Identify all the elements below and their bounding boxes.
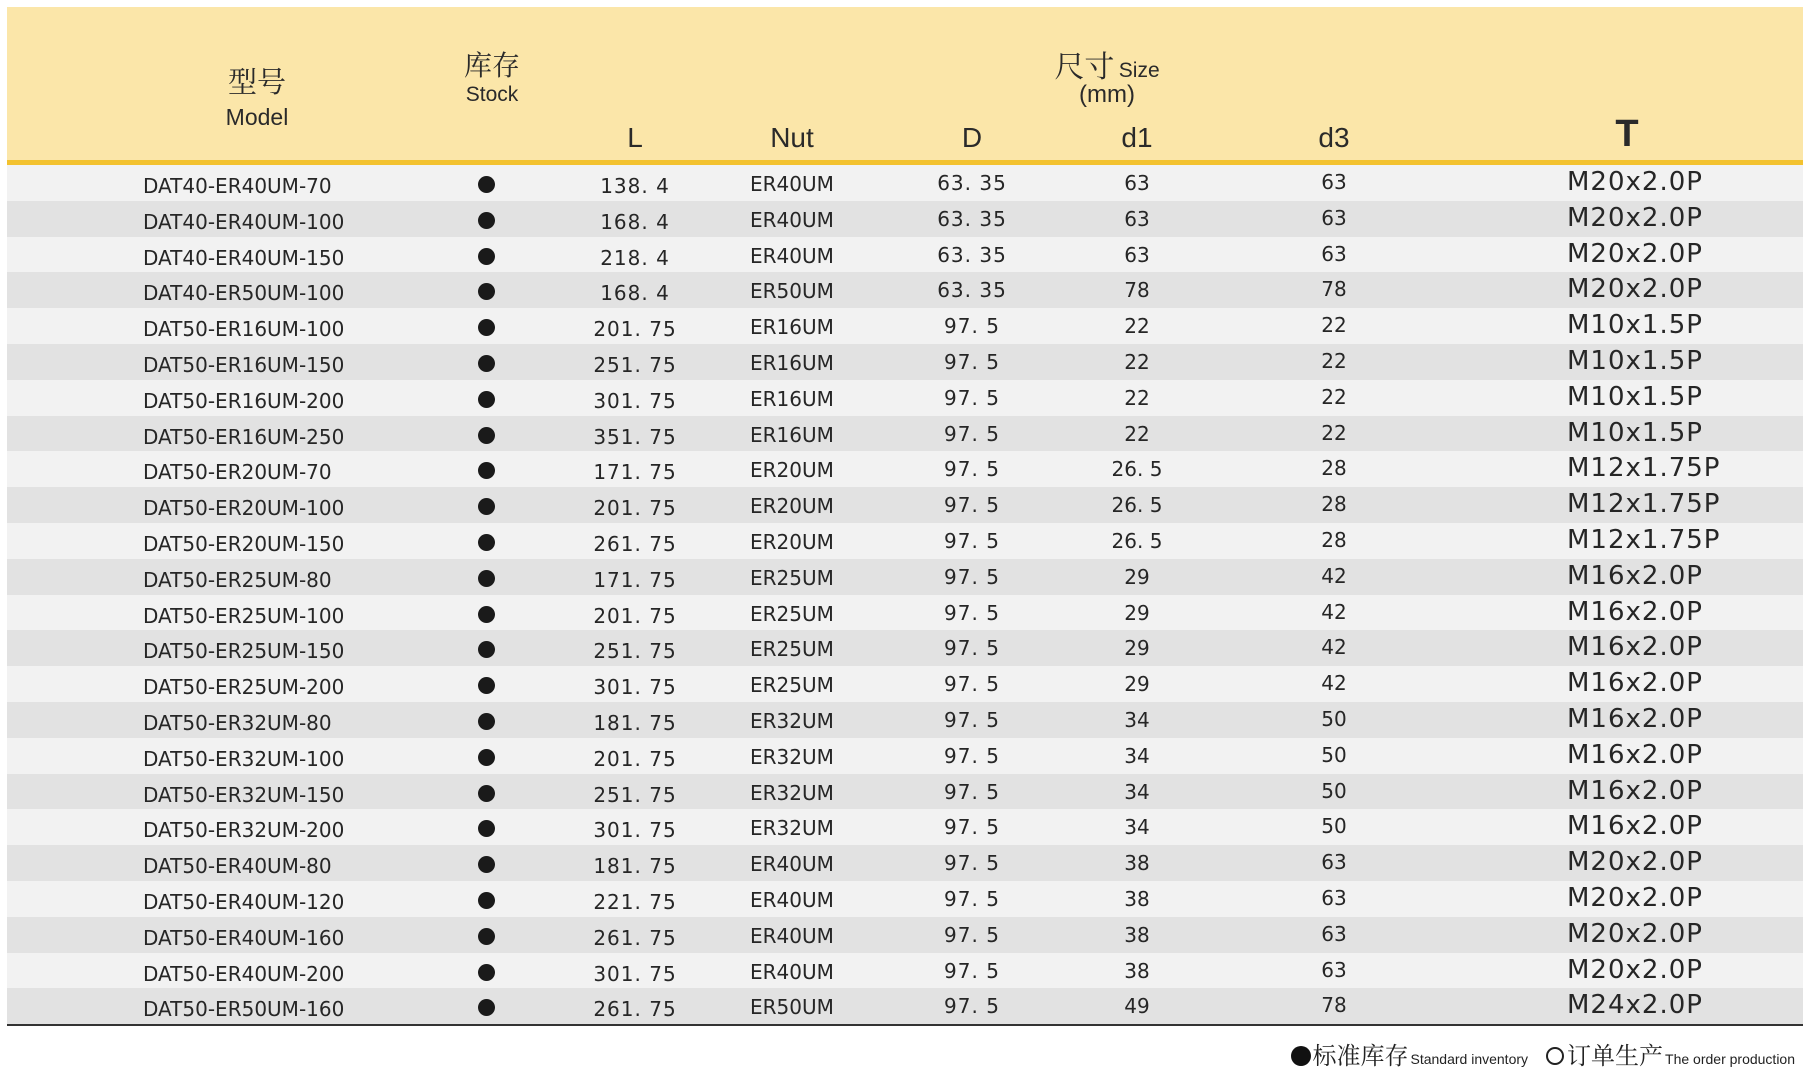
header-col-d3: d3 — [1318, 122, 1350, 153]
cell-d1: 34 — [1124, 707, 1150, 732]
cell-nut: ER50UM — [750, 279, 834, 304]
cell-d3: 63 — [1321, 921, 1347, 946]
cell-d: 97. 5 — [944, 994, 1000, 1019]
cell-l: 251. 75 — [593, 782, 677, 807]
cell-d: 97. 5 — [944, 457, 1000, 482]
legend-standard — [1291, 1036, 1529, 1071]
cell-d: 97. 5 — [944, 600, 1000, 625]
solid-dot-icon — [478, 820, 495, 837]
cell-d: 97. 5 — [944, 851, 1000, 876]
solid-dot-icon — [478, 176, 495, 193]
cell-l: 251. 75 — [593, 639, 677, 664]
cell-l: 261. 75 — [593, 997, 677, 1022]
cell-d1: 63 — [1124, 206, 1150, 231]
solid-dot-icon — [478, 749, 495, 766]
cell-d3: 22 — [1321, 313, 1347, 338]
cell-model: DAT50-ER16UM-250 — [143, 424, 345, 449]
cell-nut: ER25UM — [750, 565, 834, 590]
cell-d3: 22 — [1321, 420, 1347, 445]
cell-d1: 22 — [1124, 314, 1150, 339]
cell-t: M10x1.5P — [1567, 381, 1703, 412]
cell-d1: 49 — [1124, 994, 1150, 1019]
cell-d3: 63 — [1321, 241, 1347, 266]
cell-t: M20x2.0P — [1567, 882, 1703, 913]
solid-dot-icon — [478, 427, 495, 444]
table-row — [7, 702, 1803, 738]
solid-dot-icon — [478, 283, 495, 300]
solid-dot-icon — [478, 462, 495, 479]
cell-d3: 78 — [1321, 993, 1347, 1018]
stock-indicator — [477, 451, 501, 487]
cell-nut: ER40UM — [750, 243, 834, 268]
cell-t: M10x1.5P — [1567, 417, 1703, 448]
cell-d1: 26. 5 — [1111, 493, 1163, 518]
cell-d1: 38 — [1124, 851, 1150, 876]
cell-nut: ER40UM — [750, 923, 834, 948]
header-col-d1: d1 — [1121, 122, 1153, 153]
solid-dot-icon — [478, 248, 495, 265]
cell-model: DAT50-ER32UM-200 — [143, 818, 345, 843]
cell-model: DAT40-ER40UM-150 — [143, 245, 345, 270]
solid-dot-icon — [478, 212, 495, 229]
cell-d3: 50 — [1321, 742, 1347, 767]
cell-t: M16x2.0P — [1567, 668, 1703, 699]
cell-d3: 28 — [1321, 456, 1347, 481]
cell-d3: 63 — [1321, 885, 1347, 910]
solid-dot-icon — [478, 534, 495, 551]
header-col-l: L — [627, 122, 643, 153]
header-col-nut: Nut — [770, 122, 814, 153]
cell-nut: ER32UM — [750, 744, 834, 769]
stock-indicator — [477, 845, 501, 881]
header-stock-cn: 库存 — [463, 50, 520, 81]
cell-t: M20x2.0P — [1567, 274, 1703, 305]
cell-l: 201. 75 — [593, 746, 677, 771]
solid-dot-icon — [478, 319, 495, 336]
cell-nut: ER16UM — [750, 422, 834, 447]
header-size — [997, 53, 1217, 107]
cell-model: DAT50-ER16UM-150 — [143, 352, 345, 377]
cell-model: DAT50-ER32UM-100 — [143, 746, 345, 771]
stock-indicator — [477, 559, 501, 595]
cell-d1: 22 — [1124, 421, 1150, 446]
cell-nut: ER25UM — [750, 601, 834, 626]
solid-dot-icon — [478, 606, 495, 623]
table-row — [7, 201, 1803, 237]
solid-dot-icon — [478, 928, 495, 945]
stock-indicator — [477, 487, 501, 523]
stock-indicator — [477, 774, 501, 810]
cell-model: DAT40-ER50UM-100 — [143, 281, 345, 306]
cell-d: 97. 5 — [944, 815, 1000, 840]
cell-t: M16x2.0P — [1567, 811, 1703, 842]
stock-indicator — [477, 272, 501, 308]
cell-d3: 42 — [1321, 563, 1347, 588]
solid-dot-icon — [478, 892, 495, 909]
cell-d3: 50 — [1321, 706, 1347, 731]
cell-nut: ER50UM — [750, 995, 834, 1020]
cell-l: 301. 75 — [593, 818, 677, 843]
cell-d1: 22 — [1124, 385, 1150, 410]
cell-d: 97. 5 — [944, 779, 1000, 804]
stock-indicator — [477, 630, 501, 666]
cell-model: DAT50-ER40UM-80 — [143, 854, 332, 879]
cell-l: 261. 75 — [593, 531, 677, 556]
cell-model: DAT50-ER16UM-200 — [143, 388, 345, 413]
cell-l: 168. 4 — [600, 209, 670, 234]
cell-d3: 28 — [1321, 492, 1347, 517]
cell-d: 63. 35 — [937, 206, 1007, 231]
stock-indicator — [477, 595, 501, 631]
cell-model: DAT50-ER25UM-200 — [143, 675, 345, 700]
cell-nut: ER16UM — [750, 315, 834, 340]
cell-model: DAT40-ER40UM-70 — [143, 174, 332, 198]
cell-d3: 63 — [1321, 850, 1347, 875]
stock-indicator — [477, 416, 501, 452]
cell-nut: ER32UM — [750, 780, 834, 805]
legend-order-cn: 订单生产 — [1567, 1043, 1664, 1070]
table-row — [7, 237, 1803, 273]
legend-order-en: The order production — [1665, 1051, 1795, 1067]
cell-nut: ER25UM — [750, 637, 834, 662]
stock-indicator — [477, 308, 501, 344]
cell-d: 97. 5 — [944, 886, 1000, 911]
table-row — [7, 380, 1803, 416]
cell-t: M20x2.0P — [1567, 202, 1703, 233]
stock-indicator — [477, 702, 501, 738]
cell-l: 181. 75 — [593, 710, 677, 735]
cell-l: 138. 4 — [600, 174, 670, 198]
cell-d1: 29 — [1124, 636, 1150, 661]
cell-model: DAT50-ER32UM-80 — [143, 710, 332, 735]
cell-l: 301. 75 — [593, 961, 677, 986]
cell-l: 171. 75 — [593, 567, 677, 592]
table-row — [7, 666, 1803, 702]
cell-nut: ER20UM — [750, 494, 834, 519]
cell-l: 201. 75 — [593, 317, 677, 342]
table-row — [7, 953, 1803, 989]
legend-standard-en: Standard inventory — [1410, 1051, 1529, 1067]
solid-dot-icon — [1291, 1046, 1311, 1066]
cell-model: DAT50-ER20UM-100 — [143, 496, 345, 521]
cell-d: 97. 5 — [944, 493, 1000, 518]
cell-model: DAT50-ER25UM-80 — [143, 567, 332, 592]
table-row — [7, 523, 1803, 559]
stock-indicator — [477, 917, 501, 953]
cell-d3: 42 — [1321, 599, 1347, 624]
cell-t: M12x1.75P — [1567, 524, 1721, 555]
table-row — [7, 308, 1803, 344]
cell-l: 168. 4 — [600, 281, 670, 306]
cell-model: DAT40-ER40UM-100 — [143, 209, 345, 234]
cell-nut: ER40UM — [750, 959, 834, 984]
cell-model: DAT50-ER20UM-70 — [143, 460, 332, 485]
cell-d: 97. 5 — [944, 743, 1000, 768]
cell-t: M16x2.0P — [1567, 632, 1703, 663]
table-row — [7, 416, 1803, 452]
cell-t: M16x2.0P — [1567, 703, 1703, 734]
cell-d3: 50 — [1321, 778, 1347, 803]
cell-l: 218. 4 — [600, 245, 670, 270]
legend-order — [1546, 1036, 1795, 1071]
header-col-t: T — [1615, 113, 1639, 155]
cell-nut: ER40UM — [750, 852, 834, 877]
cell-t: M20x2.0P — [1567, 918, 1703, 949]
table-row — [7, 917, 1803, 953]
cell-d1: 38 — [1124, 886, 1150, 911]
cell-l: 181. 75 — [593, 854, 677, 879]
header-model — [157, 69, 357, 129]
table-row — [7, 845, 1803, 881]
cell-nut: ER16UM — [750, 386, 834, 411]
cell-t: M20x2.0P — [1567, 954, 1703, 985]
solid-dot-icon — [478, 570, 495, 587]
table-row — [7, 272, 1803, 308]
header-model-cn: 型号 — [227, 67, 286, 99]
stock-indicator — [477, 237, 501, 273]
cell-t: M16x2.0P — [1567, 739, 1703, 770]
cell-t: M16x2.0P — [1567, 560, 1703, 591]
cell-l: 301. 75 — [593, 388, 677, 413]
stock-indicator — [477, 881, 501, 917]
cell-d: 97. 5 — [944, 385, 1000, 410]
table-row — [7, 165, 1803, 201]
cell-t: M16x2.0P — [1567, 775, 1703, 806]
stock-indicator — [477, 344, 501, 380]
table-row — [7, 988, 1803, 1024]
stock-indicator — [477, 380, 501, 416]
solid-dot-icon — [478, 641, 495, 658]
solid-dot-icon — [478, 391, 495, 408]
stock-indicator — [477, 988, 501, 1024]
cell-nut: ER16UM — [750, 350, 834, 375]
cell-nut: ER40UM — [750, 887, 834, 912]
table-row — [7, 630, 1803, 666]
legend-standard-cn: 标准库存 — [1312, 1043, 1409, 1070]
stock-indicator — [477, 809, 501, 845]
cell-nut: ER32UM — [750, 816, 834, 841]
cell-d1: 26. 5 — [1111, 528, 1163, 553]
cell-t: M10x1.5P — [1567, 345, 1703, 376]
cell-d1: 22 — [1124, 349, 1150, 374]
table-row — [7, 774, 1803, 810]
cell-d3: 28 — [1321, 527, 1347, 552]
cell-d: 63. 35 — [937, 171, 1007, 195]
table-row — [7, 344, 1803, 380]
cell-model: DAT50-ER25UM-100 — [143, 603, 345, 628]
legend — [1291, 1036, 1796, 1071]
cell-d: 97. 5 — [944, 349, 1000, 374]
solid-dot-icon — [478, 677, 495, 694]
cell-d1: 63 — [1124, 242, 1150, 267]
solid-dot-icon — [478, 355, 495, 372]
table-row — [7, 809, 1803, 845]
cell-d1: 38 — [1124, 958, 1150, 983]
stock-indicator — [477, 953, 501, 989]
cell-nut: ER32UM — [750, 708, 834, 733]
cell-l: 221. 75 — [593, 889, 677, 914]
header-stock — [427, 52, 557, 105]
stock-indicator — [477, 738, 501, 774]
cell-nut: ER40UM — [750, 207, 834, 232]
solid-dot-icon — [478, 999, 495, 1016]
cell-d1: 29 — [1124, 672, 1150, 697]
cell-d1: 26. 5 — [1111, 457, 1163, 482]
solid-dot-icon — [478, 713, 495, 730]
cell-l: 201. 75 — [593, 496, 677, 521]
cell-d: 97. 5 — [944, 922, 1000, 947]
cell-d: 63. 35 — [937, 242, 1007, 267]
cell-d: 97. 5 — [944, 314, 1000, 339]
cell-d1: 29 — [1124, 600, 1150, 625]
stock-indicator — [477, 165, 501, 201]
cell-t: M10x1.5P — [1567, 310, 1703, 341]
cell-t: M24x2.0P — [1567, 990, 1703, 1021]
cell-t: M20x2.0P — [1567, 167, 1703, 197]
cell-d1: 78 — [1124, 278, 1150, 303]
cell-t: M12x1.75P — [1567, 489, 1721, 520]
cell-nut: ER40UM — [750, 172, 834, 196]
cell-t: M20x2.0P — [1567, 847, 1703, 878]
solid-dot-icon — [478, 785, 495, 802]
cell-d3: 50 — [1321, 814, 1347, 839]
cell-t: M20x2.0P — [1567, 238, 1703, 269]
cell-nut: ER20UM — [750, 458, 834, 483]
cell-l: 171. 75 — [593, 460, 677, 485]
cell-t: M12x1.75P — [1567, 453, 1721, 484]
cell-model: DAT50-ER16UM-100 — [143, 317, 345, 342]
cell-d: 97. 5 — [944, 421, 1000, 446]
table-body — [7, 165, 1803, 1026]
solid-dot-icon — [478, 964, 495, 981]
stock-indicator — [477, 201, 501, 237]
cell-d: 97. 5 — [944, 564, 1000, 589]
header-size-en: Size — [1118, 59, 1160, 82]
table-header — [7, 7, 1803, 165]
cell-l: 251. 75 — [593, 352, 677, 377]
table-row — [7, 595, 1803, 631]
cell-model: DAT50-ER40UM-200 — [143, 961, 345, 986]
cell-d1: 34 — [1124, 743, 1150, 768]
cell-d3: 63 — [1321, 205, 1347, 230]
cell-d1: 38 — [1124, 922, 1150, 947]
cell-l: 201. 75 — [593, 603, 677, 628]
cell-d3: 42 — [1321, 671, 1347, 696]
solid-dot-icon — [478, 856, 495, 873]
table-row — [7, 559, 1803, 595]
cell-d: 97. 5 — [944, 707, 1000, 732]
cell-d: 63. 35 — [937, 278, 1007, 303]
table-row — [7, 881, 1803, 917]
cell-l: 261. 75 — [593, 925, 677, 950]
solid-dot-icon — [478, 498, 495, 515]
cell-nut: ER25UM — [750, 673, 834, 698]
cell-t: M16x2.0P — [1567, 596, 1703, 627]
cell-d3: 78 — [1321, 277, 1347, 302]
table-row — [7, 487, 1803, 523]
cell-model: DAT50-ER50UM-160 — [143, 997, 345, 1022]
cell-d3: 22 — [1321, 348, 1347, 373]
cell-d1: 34 — [1124, 815, 1150, 840]
cell-d: 97. 5 — [944, 636, 1000, 661]
table-row — [7, 738, 1803, 774]
stock-indicator — [477, 666, 501, 702]
header-size-unit: (mm) — [1079, 81, 1135, 108]
cell-d: 97. 5 — [944, 528, 1000, 553]
header-col-d: D — [961, 122, 983, 153]
stock-indicator — [477, 523, 501, 559]
table-row — [7, 451, 1803, 487]
spec-table — [7, 7, 1803, 1026]
cell-d3: 63 — [1321, 957, 1347, 982]
cell-l: 351. 75 — [593, 424, 677, 449]
cell-nut: ER20UM — [750, 529, 834, 554]
cell-d1: 63 — [1124, 171, 1150, 195]
cell-d1: 29 — [1124, 564, 1150, 589]
cell-d1: 34 — [1124, 779, 1150, 804]
cell-model: DAT50-ER32UM-150 — [143, 782, 345, 807]
cell-d: 97. 5 — [944, 672, 1000, 697]
hollow-circle-icon — [1546, 1047, 1564, 1065]
header-model-en: Model — [225, 104, 289, 130]
cell-model: DAT50-ER20UM-150 — [143, 531, 345, 556]
cell-model: DAT50-ER25UM-150 — [143, 639, 345, 664]
cell-model: DAT50-ER40UM-120 — [143, 889, 345, 914]
header-size-cn: 尺寸 — [1054, 51, 1115, 84]
header-stock-en: Stock — [465, 83, 519, 106]
cell-l: 301. 75 — [593, 675, 677, 700]
cell-d3: 42 — [1321, 635, 1347, 660]
cell-d3: 22 — [1321, 384, 1347, 409]
cell-d: 97. 5 — [944, 958, 1000, 983]
cell-d3: 63 — [1321, 170, 1347, 194]
cell-model: DAT50-ER40UM-160 — [143, 925, 345, 950]
